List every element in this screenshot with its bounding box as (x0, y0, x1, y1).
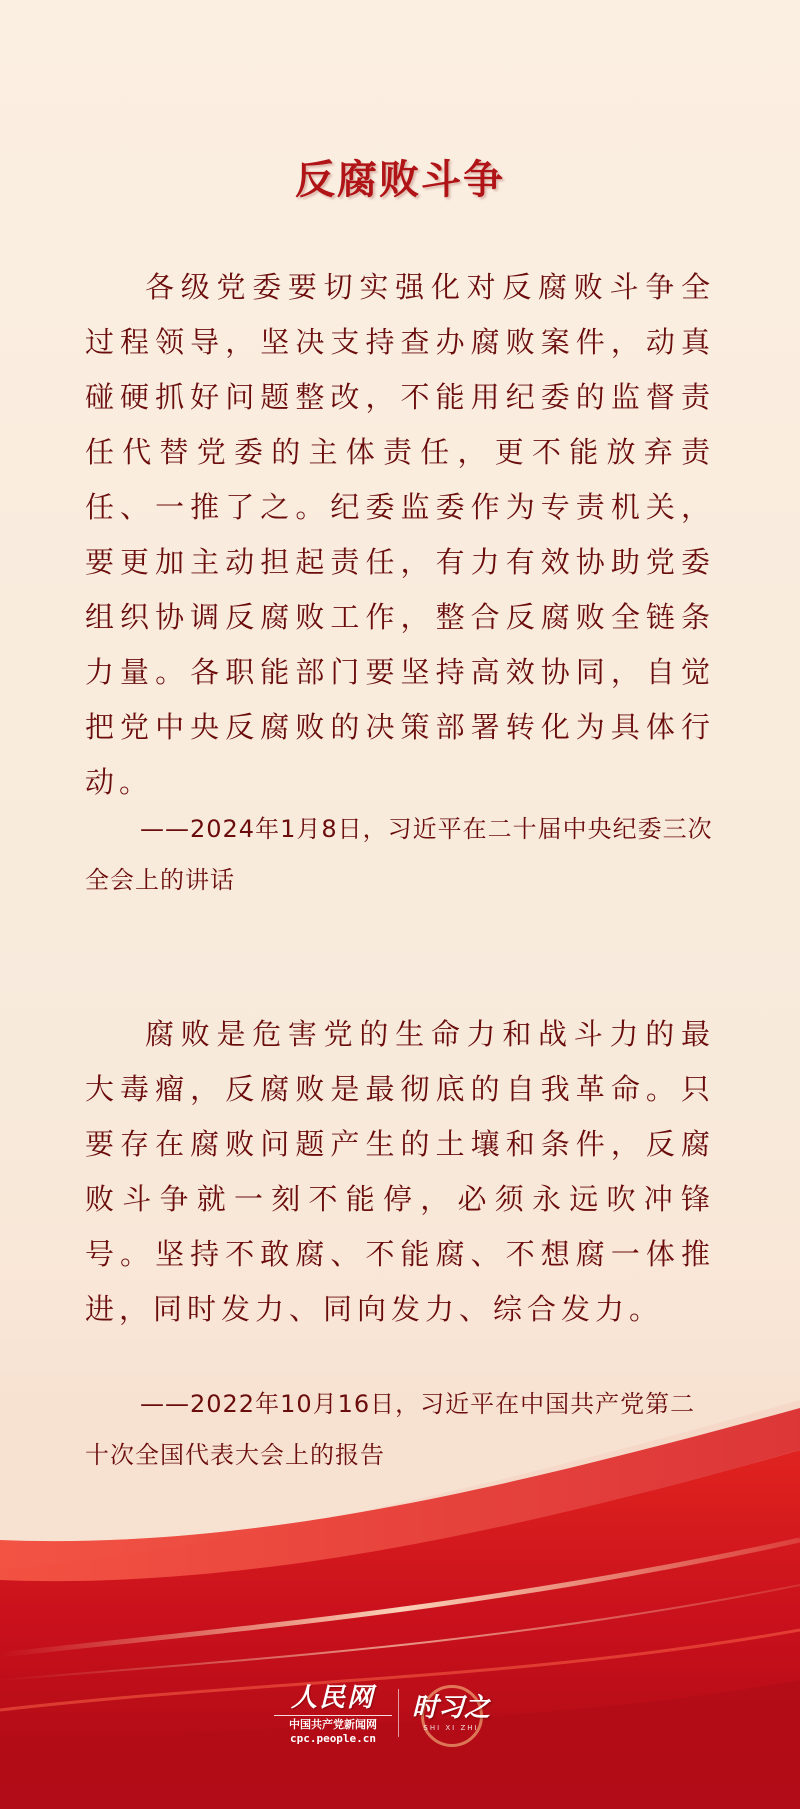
quote-text-1: 各级党委要切实强化对反腐败斗争全过程领导，坚决支持查办腐败案件，动真碰硬抓好问题整改，不能用纪委的监督责任代替党委的主体责任，更不能放弃责任、一推了之。纪委监委作为专责机关，要更加主动担起责任，有力有效协助党委组织协调反腐败工作，整合反腐败全链条力量。各职能部门要坚持高效协同，自觉把党中央反腐败的决策部署转化为具体行动。 (85, 270, 715, 799)
footer-logos (0, 1665, 800, 1755)
quote-source-1: ——2024年1月8日，习近平在二十届中央纪委三次全会上的讲话 (85, 815, 713, 894)
shixizhi-logo-text: 时习之 (411, 1693, 490, 1723)
shixizhi-pinyin: SHI XI ZHI (423, 1724, 479, 1732)
logo-divider (398, 1689, 399, 1737)
quote-text-2: 腐败是危害党的生命力和战斗力的最大毒瘤，反腐败是最彻底的自我革命。只要存在腐败问题产生的土壤和条件，反腐败斗争就一刻不能停，必须永远吹冲锋号。坚持不敢腐、不能腐、不想腐一体推进，同时发力、同向发力、综合发力。 (85, 1017, 715, 1326)
quote-source-2: ——2022年10月16日，习近平在中国共产党第二十次全国代表大会上的报告 (85, 1390, 696, 1469)
page-title: 反腐败斗争 (295, 157, 505, 203)
people-daily-logo (274, 1683, 392, 1745)
people-logo-url: cpc.people.cn (289, 1732, 377, 1745)
shixizhi-logo (403, 1679, 499, 1749)
people-logo-subtitle: 中国共产党新闻网 (274, 1715, 392, 1732)
people-logo-text: 人民网 (290, 1683, 375, 1713)
